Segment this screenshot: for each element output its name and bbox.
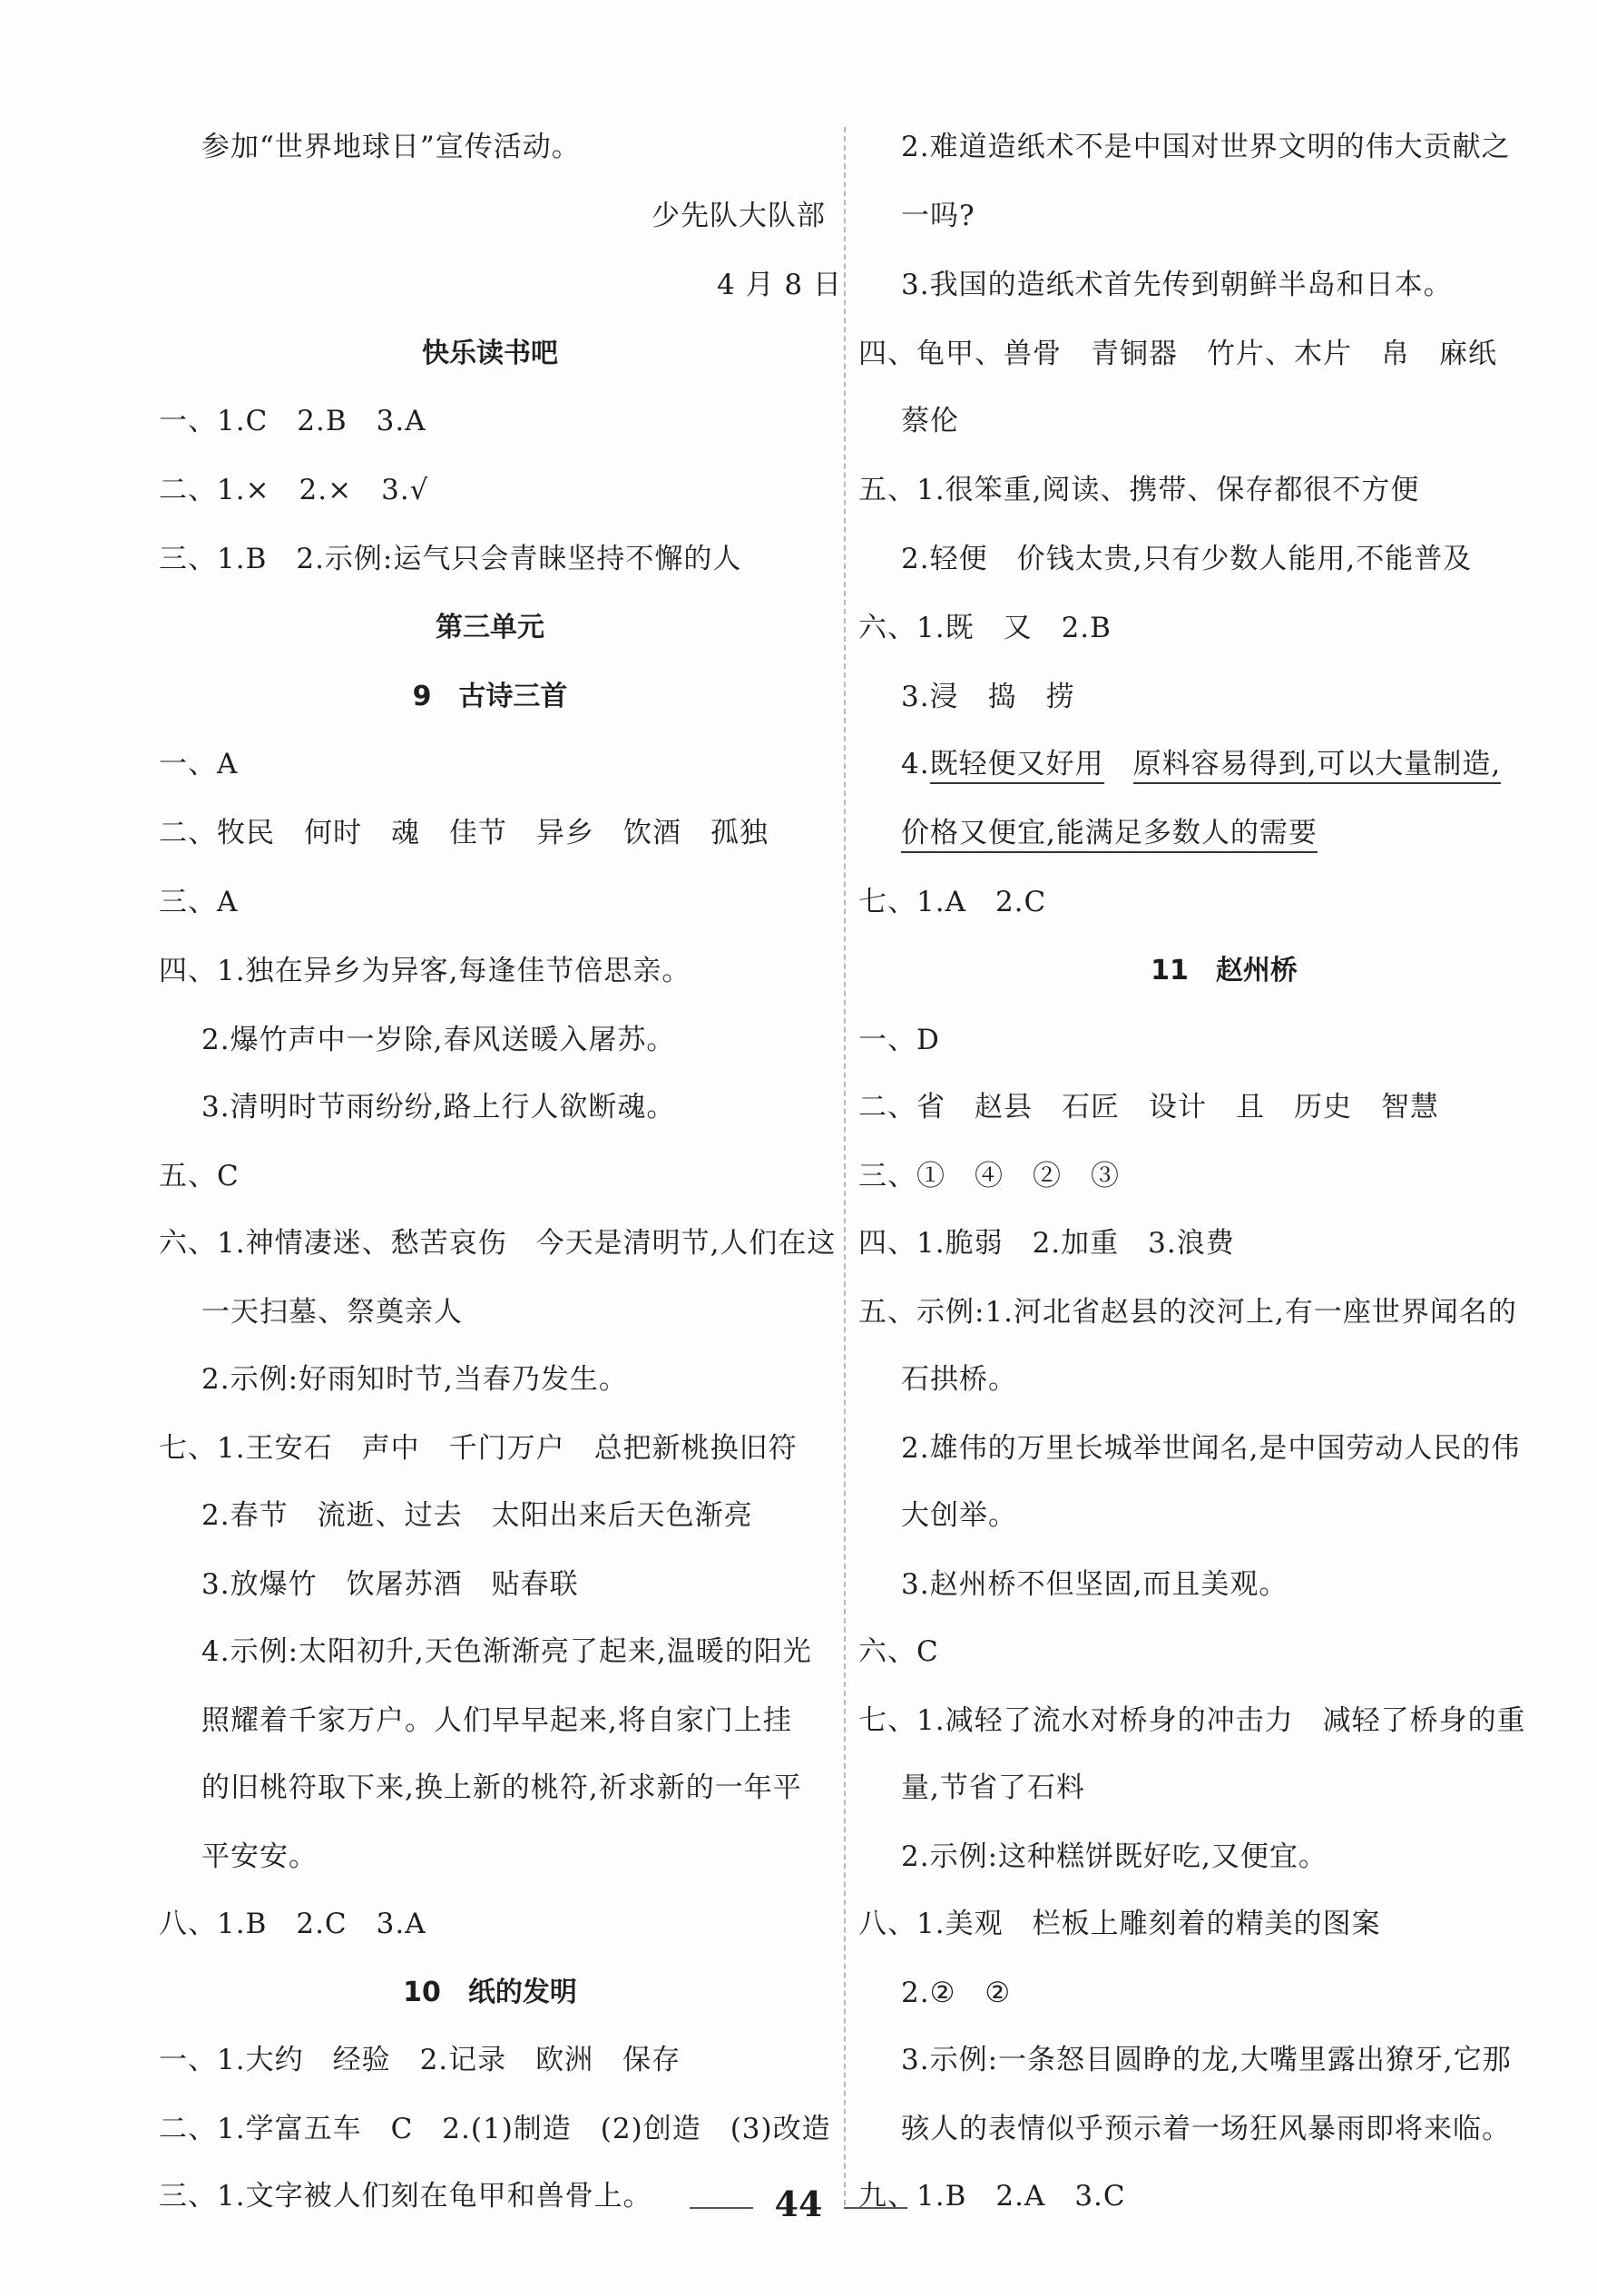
- notice-text-line: 参加“世界地球日”宣传活动。: [201, 131, 581, 163]
- answer-line: 4.示例:太阳初升,天色渐渐亮了起来,温暖的阳光: [201, 1635, 812, 1668]
- answer-line: 三、① ④ ② ③: [858, 1160, 1120, 1192]
- answer-line: 2.爆竹声中一岁除,春风送暖入屠苏。: [201, 1024, 676, 1056]
- answer-line: 的旧桃符取下来,换上新的桃符,祈求新的一年平: [201, 1771, 802, 1804]
- answer-line: 七、1.减轻了流水对桥身的冲击力 减轻了桥身的重: [858, 1704, 1526, 1737]
- answer-line: 九、1.B 2.A 3.C: [858, 2180, 1126, 2213]
- underlined-answer: 既轻便又好用: [930, 748, 1104, 784]
- answer-line: 四、1.独在异乡为异客,每逢佳节倍思亲。: [159, 955, 691, 987]
- answer-line: 一、1.C 2.B 3.A: [159, 405, 426, 437]
- answer-line: [901, 815, 1318, 851]
- unit-heading: 第三单元: [436, 612, 544, 643]
- answer-line: 平安安。: [201, 1840, 318, 1873]
- answer-line: 3.浸 捣 捞: [901, 681, 1075, 713]
- answer-line: 3.放爆竹 饮屠苏酒 贴春联: [201, 1568, 579, 1601]
- item-number: 4.: [901, 748, 930, 780]
- notice-date: 4 月 8 日: [717, 269, 843, 301]
- answer-line: 六、1.既 又 2.B: [858, 612, 1112, 644]
- answer-line: 四、1.脆弱 2.加重 3.浪费: [858, 1227, 1235, 1260]
- answer-line: 六、C: [858, 1635, 939, 1668]
- answer-line: 七、1.A 2.C: [858, 886, 1047, 918]
- answer-line: 2.难道造纸术不是中国对世界文明的伟大贡献之: [901, 131, 1511, 163]
- answer-line: 八、1.B 2.C 3.A: [159, 1908, 426, 1940]
- column-divider: [844, 127, 846, 2205]
- answer-line: 2.雄伟的万里长城举世闻名,是中国劳动人民的伟: [901, 1432, 1521, 1465]
- answer-line: 三、A: [159, 886, 239, 918]
- answer-line: 2.示例:好雨知时节,当春乃发生。: [201, 1363, 628, 1396]
- lesson-heading-9: 9 古诗三首: [412, 681, 568, 712]
- answer-line: 五、C: [159, 1160, 240, 1192]
- answer-line: 三、1.B 2.示例:运气只会青睐坚持不懈的人: [159, 543, 742, 575]
- answer-line: 一、A: [159, 748, 239, 780]
- underlined-answer: 原料容易得到,可以大量制造,: [1133, 748, 1502, 784]
- answer-line: 2.② ②: [901, 1977, 1012, 2009]
- answer-line: 八、1.美观 栏板上雕刻着的精美的图案: [858, 1908, 1381, 1940]
- answer-line: 3.我国的造纸术首先传到朝鲜半岛和日本。: [901, 269, 1453, 301]
- answer-line: 四、龟甲、兽骨 青铜器 竹片、木片 帛 麻纸: [858, 338, 1497, 370]
- page-footer: [0, 2182, 1597, 2227]
- footer-rule-left: [690, 2207, 753, 2209]
- answer-line: 骇人的表情似乎预示着一场狂风暴雨即将来临。: [901, 2113, 1511, 2145]
- answer-line: 二、1.学富五车 C 2.(1)制造 (2)创造 (3)改造: [159, 2113, 831, 2145]
- footer-rule-right: [844, 2207, 907, 2209]
- answer-line: 3.示例:一条怒目圆睁的龙,大嘴里露出獠牙,它那: [901, 2044, 1512, 2076]
- answer-line: 2.示例:这种糕饼既好吃,又便宜。: [901, 1840, 1328, 1873]
- answer-line: 六、1.神情凄迷、愁苦哀伤 今天是清明节,人们在这: [159, 1227, 837, 1260]
- answer-line: 三、1.文字被人们刻在龟甲和兽骨上。: [159, 2180, 652, 2213]
- page-number: 44: [774, 2183, 823, 2224]
- underlined-answer: 价格又便宜,能满足多数人的需要: [901, 817, 1318, 853]
- answer-line: 石拱桥。: [901, 1363, 1017, 1396]
- lesson-heading-11: 11 赵州桥: [1151, 955, 1298, 986]
- answer-line: 二、牧民 何时 魂 佳节 异乡 饮酒 孤独: [159, 817, 769, 849]
- answer-line: 一、D: [858, 1024, 940, 1056]
- answer-line: 2.轻便 价钱太贵,只有少数人能用,不能普及: [901, 543, 1473, 575]
- answer-line: 二、省 赵县 石匠 设计 且 历史 智慧: [858, 1091, 1439, 1123]
- answer-line: 一、1.大约 经验 2.记录 欧洲 保存: [159, 2044, 681, 2076]
- answer-line: 照耀着千家万户。人们早早起来,将自家门上挂: [201, 1704, 792, 1737]
- answer-line: 3.清明时节雨纷纷,路上行人欲断魂。: [201, 1091, 676, 1123]
- answer-line: 2.春节 流逝、过去 太阳出来后天色渐亮: [201, 1499, 753, 1532]
- answer-line: 一吗?: [901, 200, 975, 232]
- answer-line: 量,节省了石料: [901, 1771, 1085, 1804]
- answer-line: 七、1.王安石 声中 千门万户 总把新桃换旧符: [159, 1432, 798, 1465]
- section-heading-reading: 快乐读书吧: [422, 338, 558, 369]
- answer-line: 一天扫墓、祭奠亲人: [201, 1296, 463, 1329]
- answer-line: 五、示例:1.河北省赵县的洨河上,有一座世界闻名的: [858, 1296, 1517, 1329]
- answer-line: 二、1.× 2.× 3.√: [159, 474, 429, 506]
- answer-line: [901, 746, 1501, 782]
- answer-line: 五、1.很笨重,阅读、携带、保存都很不方便: [858, 474, 1420, 506]
- answer-line: 3.赵州桥不但坚固,而且美观。: [901, 1568, 1288, 1601]
- answer-line: 蔡伦: [901, 405, 959, 437]
- answer-line: 大创举。: [901, 1499, 1017, 1532]
- lesson-heading-10: 10 纸的发明: [403, 1977, 577, 2008]
- notice-signature: 少先队大队部: [652, 200, 826, 232]
